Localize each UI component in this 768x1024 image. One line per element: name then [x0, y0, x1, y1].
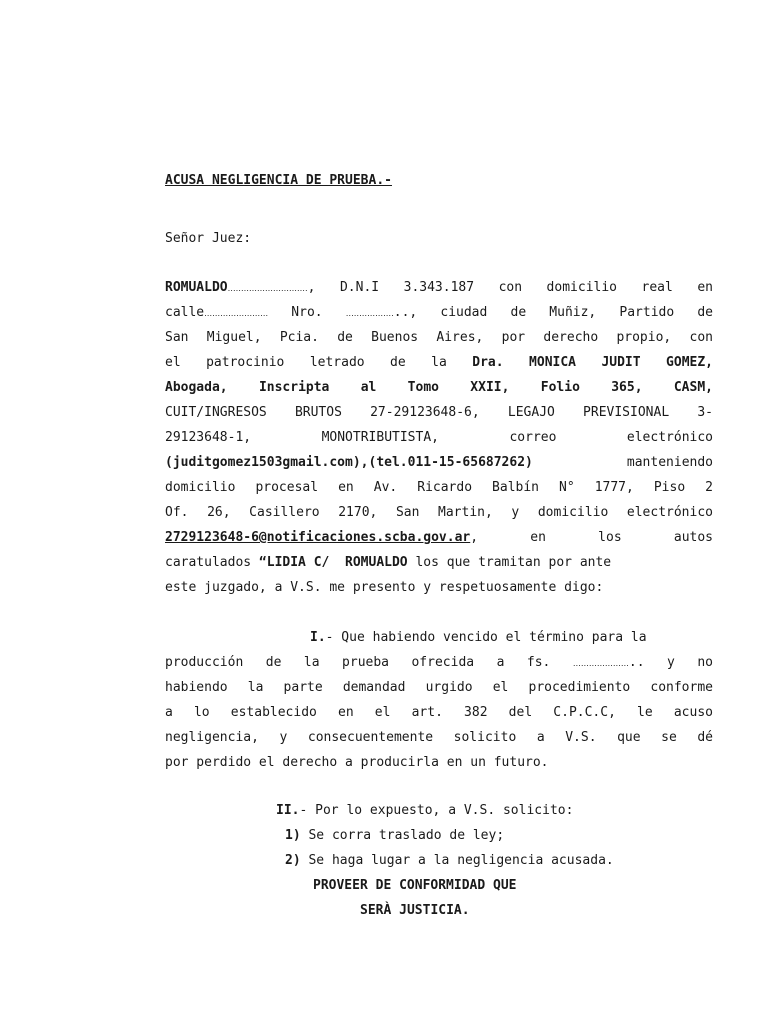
blank-dots: …………………	[572, 659, 629, 668]
section-1-line-6: por perdido el derecho a producirla en un futuro.	[165, 755, 549, 770]
section-1-line-2	[165, 655, 713, 672]
section-number: II.	[276, 803, 300, 818]
party-name: ROMUALDO	[165, 280, 228, 295]
intro-line-10: Of. 26, Casillero 2170, San Martin, y domicilio electrónico	[165, 505, 713, 520]
blank-dots: …………………………	[227, 284, 308, 293]
intro-text: el patrocinio letrado de la	[165, 355, 473, 370]
closing-line-2: SERÀ JUSTICIA.	[360, 903, 470, 918]
intro-line-6: CUIT/INGRESOS BRUTOS 27-29123648-6, LEGAJO PREVISIONAL 3-	[165, 405, 713, 420]
contact-info: (juditgomez1503gmail.com),(tel.011-15-65687262)	[165, 455, 533, 470]
blank-dots: ……………………	[204, 309, 269, 318]
case-caption: “LIDIA C/ ROMUALDO	[258, 555, 408, 570]
section-text: - Que habiendo vencido el término para la	[325, 630, 647, 645]
section-text: .. y no	[628, 655, 713, 670]
section-1-line-4: a lo establecido en el art. 382 del C.P.C.C, le acuso	[165, 705, 713, 720]
intro-line-5: Abogada, Inscripta al Tomo XXII, Folio 365, CASM,	[165, 380, 713, 395]
item-text: Se haga lugar a la negligencia acusada.	[300, 853, 614, 868]
item-text: Se corra traslado de ley;	[300, 828, 505, 843]
intro-text: los que tramitan por ante	[407, 555, 612, 570]
intro-line-9: domicilio procesal en Av. Ricardo Balbín N° 1777, Piso 2	[165, 480, 713, 495]
lawyer-name: Dra. MONICA JUDIT GOMEZ,	[472, 355, 713, 370]
salutation: Señor Juez:	[165, 231, 252, 246]
intro-line-7: 29123648-1, MONOTRIBUTISTA, correo electrónico	[165, 430, 713, 445]
section-1-line-1	[310, 630, 713, 646]
intro-text: .., ciudad de Muñiz, Partido de	[393, 305, 713, 320]
intro-line-12	[165, 555, 713, 571]
intro-line-2	[165, 305, 713, 322]
section-1-line-5: negligencia, y consecuentemente solicito a V.S. que se dé	[165, 730, 713, 745]
intro-line-4	[165, 355, 713, 371]
section-text: producción de la prueba ofrecida a fs.	[165, 655, 573, 670]
blank-dots: ………………	[345, 309, 394, 318]
section-1-line-3: habiendo la parte demandad urgido el procedimiento conforme	[165, 680, 713, 695]
closing-line-1: PROVEER DE CONFORMIDAD QUE	[313, 878, 517, 893]
intro-line-11	[165, 530, 713, 546]
intro-line-13: este juzgado, a V.S. me presento y respetuosamente digo:	[165, 580, 604, 595]
intro-text: calle	[165, 305, 205, 320]
document-title: ACUSA NEGLIGENCIA DE PRUEBA.-	[165, 173, 392, 188]
intro-text: , D.N.I 3.343.187 con domicilio real en	[307, 280, 713, 295]
section-2-heading	[276, 803, 713, 819]
electronic-address-link[interactable]: 2729123648-6@notificaciones.scba.gov.ar	[165, 530, 471, 545]
item-number: 1)	[285, 828, 301, 843]
intro-line-8	[165, 455, 713, 471]
intro-text: Nro.	[268, 305, 346, 320]
request-item-2	[285, 853, 713, 869]
intro-text: caratulados	[165, 555, 259, 570]
section-text: - Por lo expuesto, a V.S. solicito:	[299, 803, 574, 818]
intro-text: manteniendo	[532, 455, 713, 470]
request-item-1	[285, 828, 713, 844]
item-number: 2)	[285, 853, 301, 868]
section-number: I.	[310, 630, 326, 645]
intro-text: , en los autos	[470, 530, 713, 545]
intro-line-1	[165, 280, 713, 297]
intro-line-3: San Miguel, Pcia. de Buenos Aires, por derecho propio, con	[165, 330, 713, 345]
